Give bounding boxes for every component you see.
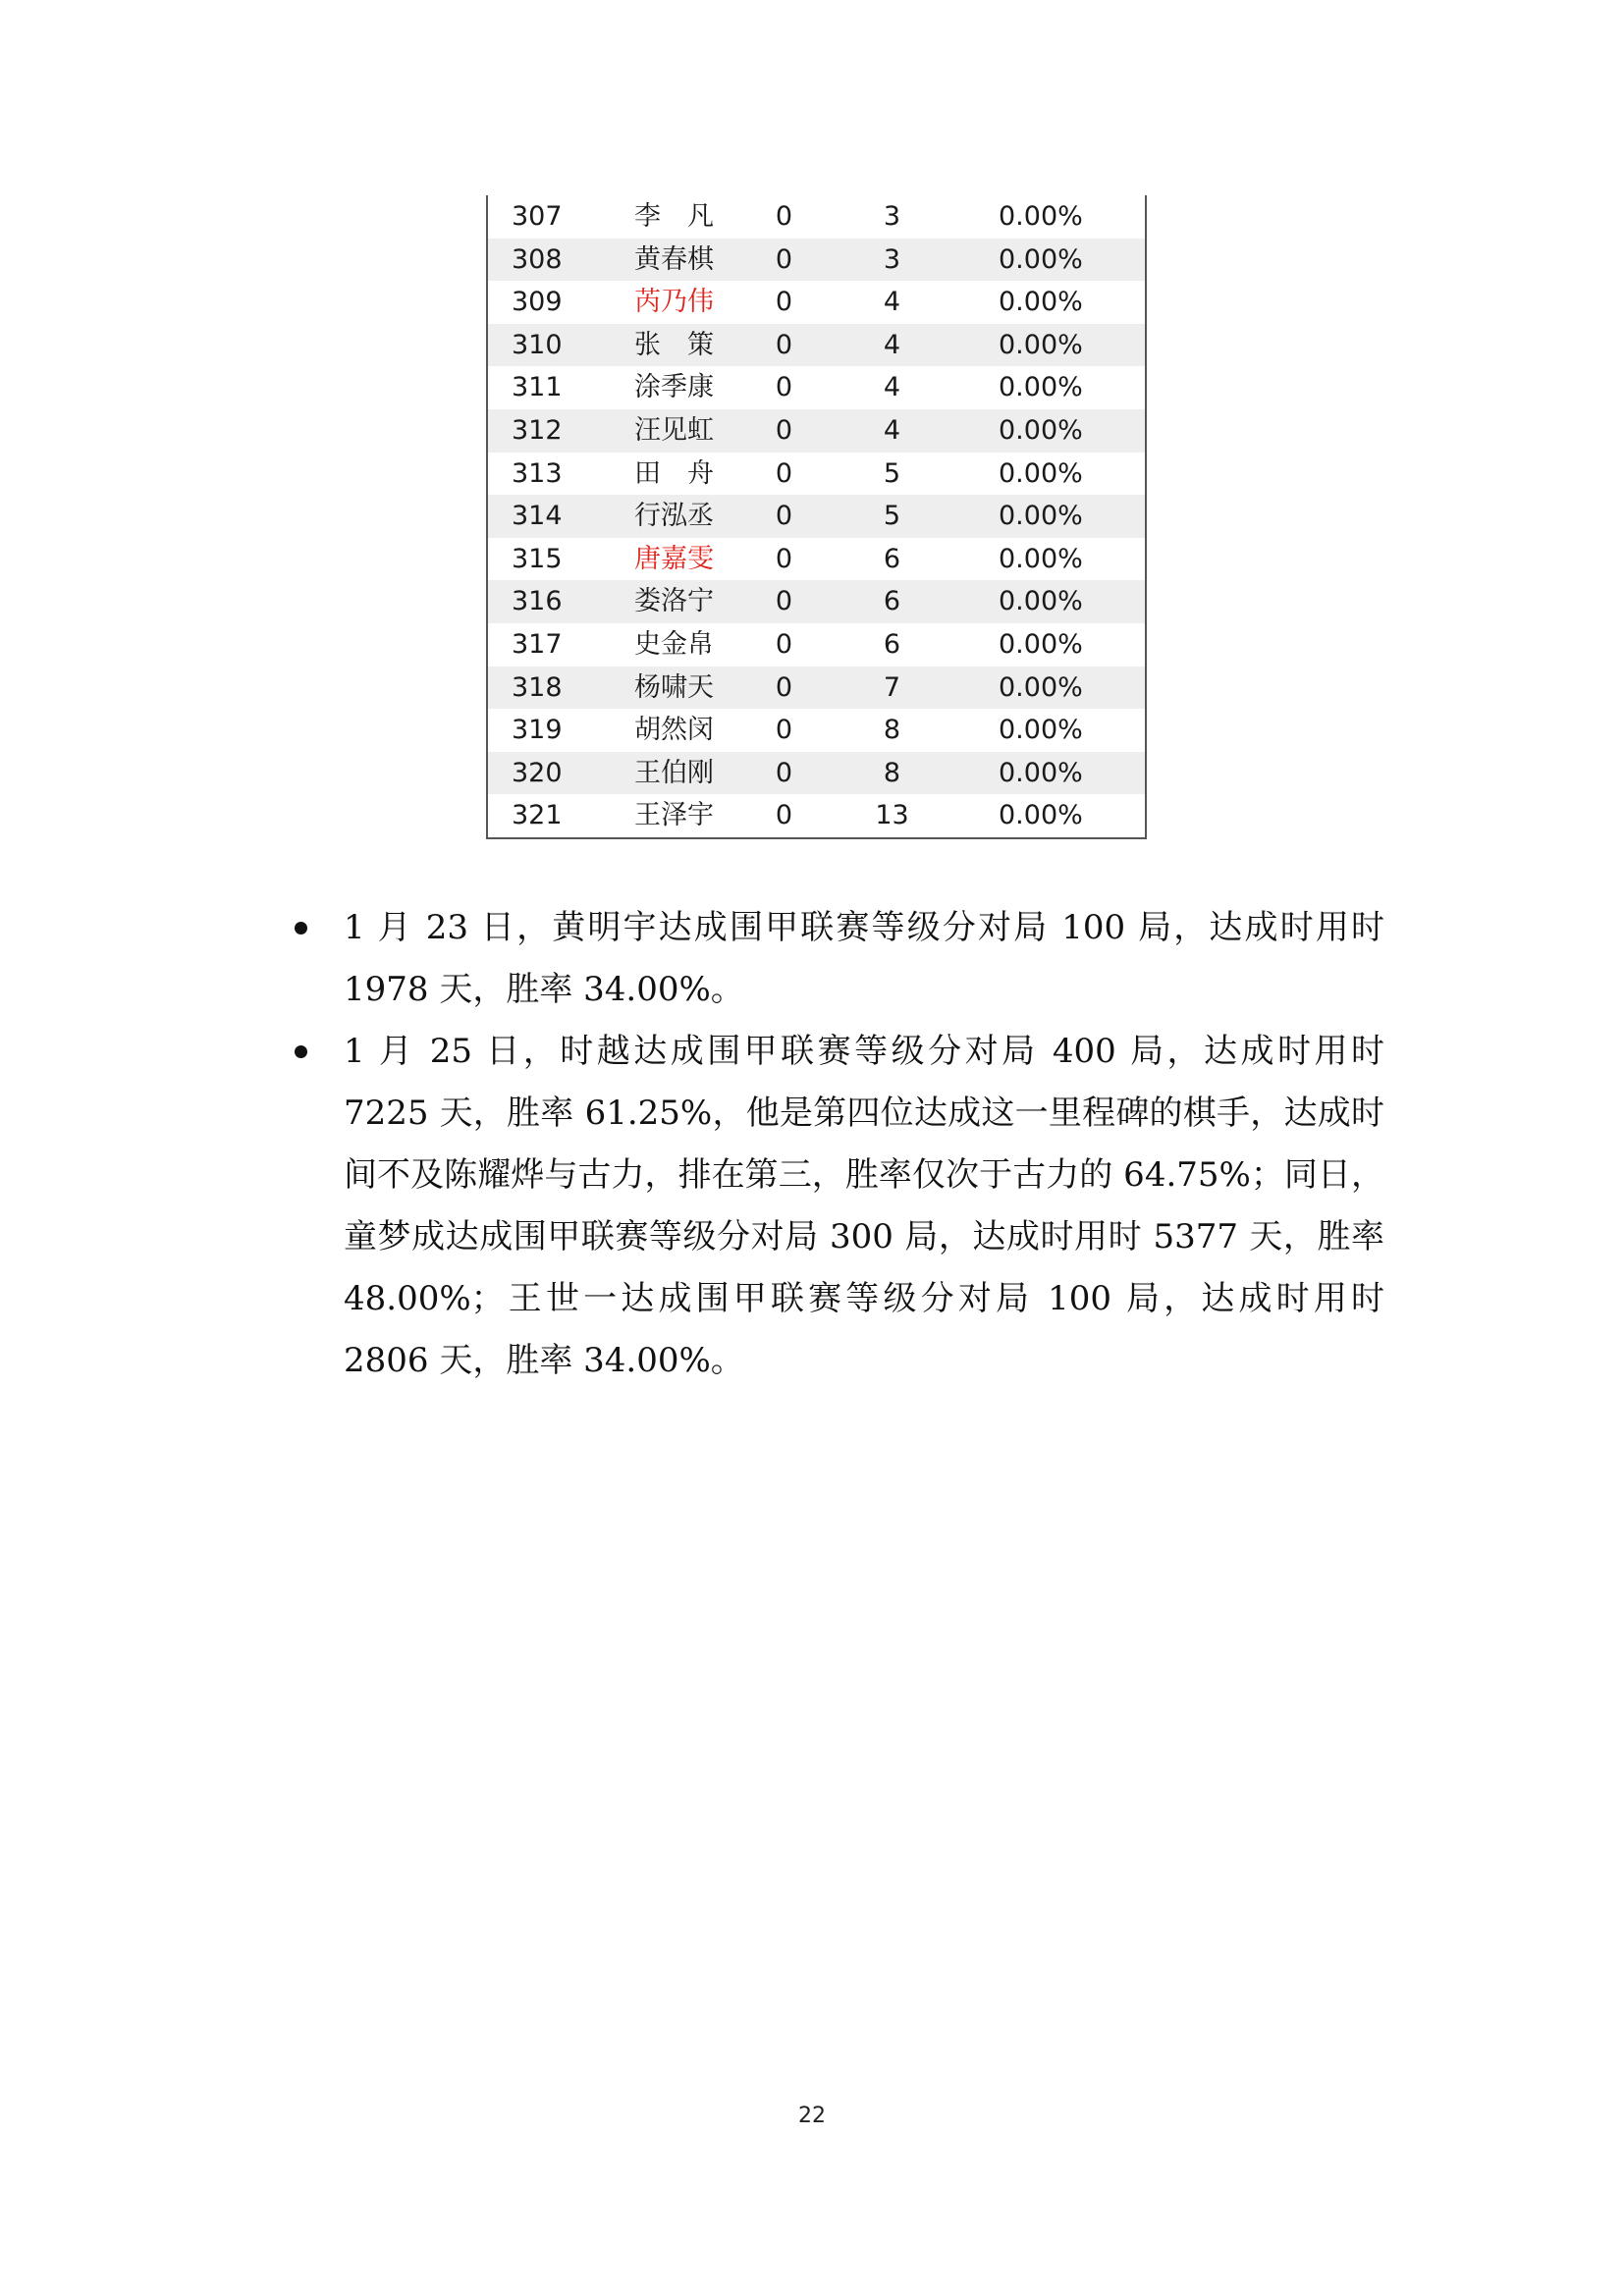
wins-cell: 0 xyxy=(737,667,831,710)
losses-cell: 3 xyxy=(831,239,953,282)
table-row xyxy=(487,752,1146,795)
table-row xyxy=(487,667,1146,710)
player-name-cell: 涂季康 xyxy=(634,372,714,403)
table-row xyxy=(487,453,1146,496)
losses-cell: 3 xyxy=(883,201,901,232)
wins-cell: 0 xyxy=(775,628,793,660)
losses-cell: 13 xyxy=(875,800,909,831)
table-row xyxy=(487,324,1146,367)
table-row xyxy=(487,538,1146,581)
player-name-cell: 杨啸天 xyxy=(585,667,737,710)
win-rate-cell: 0.00% xyxy=(953,409,1146,453)
wins-cell: 0 xyxy=(775,457,793,489)
rank-cell: 310 xyxy=(487,324,585,367)
wins-cell: 0 xyxy=(737,495,831,538)
rank-cell: 314 xyxy=(487,495,585,538)
player-name-cell: 黄春棋 xyxy=(585,239,737,282)
player-name-cell: 芮乃伟 xyxy=(634,287,714,318)
player-name-cell: 唐嘉雯 xyxy=(634,543,714,574)
bullet-item-1 xyxy=(0,897,1624,1009)
losses-cell: 6 xyxy=(883,628,901,660)
wins-cell: 0 xyxy=(737,239,831,282)
rank-cell: 318 xyxy=(487,667,585,710)
player-stats-table xyxy=(486,195,1147,839)
table-row xyxy=(487,239,1146,282)
bullet-dot-icon xyxy=(295,1045,307,1058)
losses-cell: 8 xyxy=(883,715,901,746)
wins-cell: 0 xyxy=(737,324,831,367)
losses-cell: 6 xyxy=(831,580,953,623)
wins-cell: 0 xyxy=(737,409,831,453)
page-number: 22 xyxy=(798,2104,826,2128)
bullet-dot-icon xyxy=(295,922,307,934)
wins-cell: 0 xyxy=(775,287,793,318)
win-rate-cell: 0.00% xyxy=(953,580,1146,623)
win-rate-cell: 0.00% xyxy=(999,800,1083,831)
table-row xyxy=(487,281,1146,324)
win-rate-cell: 0.00% xyxy=(953,752,1146,795)
table-row xyxy=(487,580,1146,623)
losses-cell: 4 xyxy=(883,287,901,318)
player-name-cell: 田 舟 xyxy=(634,457,714,489)
wins-cell: 0 xyxy=(737,752,831,795)
losses-cell: 4 xyxy=(831,409,953,453)
player-name-cell: 胡然闵 xyxy=(634,715,714,746)
rank-cell: 309 xyxy=(512,287,563,318)
rank-cell: 313 xyxy=(512,457,563,489)
wins-cell: 0 xyxy=(775,543,793,574)
wins-cell: 0 xyxy=(775,201,793,232)
rank-cell: 321 xyxy=(512,800,563,831)
losses-cell: 5 xyxy=(831,495,953,538)
losses-cell: 6 xyxy=(883,543,901,574)
win-rate-cell: 0.00% xyxy=(999,201,1083,232)
win-rate-cell: 0.00% xyxy=(953,667,1146,710)
win-rate-cell: 0.00% xyxy=(999,457,1083,489)
table-row xyxy=(487,195,1146,239)
win-rate-cell: 0.00% xyxy=(999,372,1083,403)
win-rate-cell: 0.00% xyxy=(999,715,1083,746)
rank-cell: 316 xyxy=(487,580,585,623)
win-rate-cell: 0.00% xyxy=(953,324,1146,367)
losses-cell: 4 xyxy=(883,372,901,403)
losses-cell: 4 xyxy=(831,324,953,367)
player-name-cell: 娄洛宁 xyxy=(585,580,737,623)
table-row xyxy=(487,794,1146,838)
rank-cell: 307 xyxy=(512,201,563,232)
win-rate-cell: 0.00% xyxy=(953,239,1146,282)
table-body xyxy=(487,195,1146,838)
rank-cell: 315 xyxy=(512,543,563,574)
table-row xyxy=(487,409,1146,453)
losses-cell: 8 xyxy=(831,752,953,795)
player-name-cell: 李 凡 xyxy=(634,201,714,232)
player-name-cell: 王伯刚 xyxy=(585,752,737,795)
bullet-text: 1 月 23 日，黄明宇达成围甲联赛等级分对局 100 局，达成时用时 1978 天，胜率 34.00%。 xyxy=(344,908,1384,1009)
player-name-cell: 汪见虹 xyxy=(585,409,737,453)
win-rate-cell: 0.00% xyxy=(999,543,1083,574)
wins-cell: 0 xyxy=(775,800,793,831)
player-name-cell: 史金帛 xyxy=(634,628,714,660)
rank-cell: 308 xyxy=(487,239,585,282)
win-rate-cell: 0.00% xyxy=(953,495,1146,538)
player-name-cell: 张 策 xyxy=(585,324,737,367)
rank-cell: 319 xyxy=(512,715,563,746)
rank-cell: 311 xyxy=(512,372,563,403)
table-row xyxy=(487,366,1146,409)
bullet-item-2 xyxy=(0,1021,1624,1380)
win-rate-cell: 0.00% xyxy=(999,628,1083,660)
rank-cell: 317 xyxy=(512,628,563,660)
win-rate-cell: 0.00% xyxy=(999,287,1083,318)
bullet-text: 1 月 25 日，时越达成围甲联赛等级分对局 400 局，达成时用时 7225 天，胜率 61.25%，他是第四位达成这一里程碑的棋手，达成时间不及陈耀烨与古力，排在第三，胜率仅次于古力的 64.75%；同日，童梦成达成围甲联赛等级分对局 300 局，达成时用时 5377 天，胜率 48.00%；王世一达成围甲联赛等级分对局 100 局，达成时用时 2806 天，胜率 34.00%。 xyxy=(344,1032,1384,1380)
table-row xyxy=(487,623,1146,667)
wins-cell: 0 xyxy=(737,580,831,623)
losses-cell: 7 xyxy=(831,667,953,710)
table-row xyxy=(487,709,1146,752)
losses-cell: 5 xyxy=(883,457,901,489)
player-name-cell: 王泽宇 xyxy=(634,800,714,831)
wins-cell: 0 xyxy=(775,715,793,746)
table-row xyxy=(487,495,1146,538)
rank-cell: 312 xyxy=(487,409,585,453)
rank-cell: 320 xyxy=(487,752,585,795)
player-name-cell: 行泓丞 xyxy=(585,495,737,538)
wins-cell: 0 xyxy=(775,372,793,403)
